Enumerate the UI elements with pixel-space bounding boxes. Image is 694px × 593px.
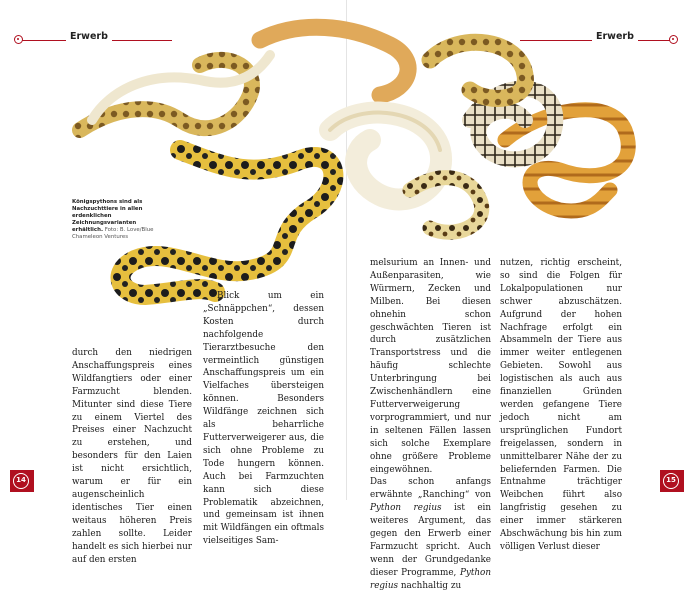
species-name-1: Python regius [370, 503, 442, 514]
caption-text: Königspythons sind als Nachzuchttiere in allen erdenklichen Zeichnungsvarianten erhältlich. [72, 199, 143, 233]
ranching-text-a: Das schon anfangs erwähnte „Ranching“ von [370, 477, 491, 501]
left-column-2 [203, 290, 324, 548]
page-number-left [10, 470, 34, 492]
page-number-right-text: 15 [663, 473, 679, 489]
left-column-2-text: Blick um ein „Schnäppchen“, dessen Kosten durch nachfolgende Tierarztbesuche den vermeintlich günstigen Anschaffungspreis um ein Vielfaches übersteigen können. Besonders Wildfänge zeichnen sich als beharrliche Futterverweigerer aus, die sich ohne Probleme zu Tode hungern können. Auch bei Farmzuchten kann sich diese Problematik abzeichnen, und gemeinsam ist ihnen mit Wildfängen ein oftmals vielseitiges Sam- [203, 291, 324, 547]
right-column-2-text: nutzen, richtig erscheint, so sind die Folgen für Lokalpopulationen nur schwer abzuschätzen. Aufgrund der hohen Nachfrage erfolgt ein Absammeln der Tiere aus immer weiter entlegenen Gebieten. Sowohl aus logistischen als auch aus finanziellen Gründen werden gefangene Tiere jedoch nicht am ursprünglichen Fundort freigelassen, sondern in unmittelbarer Nähe der zu beliefernden Farmen. Die Entnahme trächtiger Weibchen führt also langfristig gesehen zu einer immer stärkeren Abschwächung bis hin zum völligen Verlust dieser [500, 258, 622, 552]
page-number-left-text: 14 [13, 473, 29, 489]
photo-caption [72, 199, 164, 241]
header-ornament-right [669, 35, 678, 44]
ranching-text-b: ist ein weiteres Argument, das gegen den Erwerb einer Farmzucht spricht. Auch wenn der Grundgedanke dieser Programme, [370, 503, 491, 578]
species-name-2: Python regius [370, 567, 491, 591]
right-column-1-paragraph [370, 476, 491, 592]
ranching-text-c: nachhaltig zu [398, 580, 462, 591]
page-number-right [660, 470, 684, 492]
left-column-1 [72, 347, 192, 566]
book-spine [346, 0, 347, 500]
right-column-1-lead: melsurium an Innen- und Außenparasiten, wie Würmern, Zecken und Milben. Bei diesen ohnehin schon geschwächten Tieren ist durch zusätzlichen Transportstress und die häufig schlechte Unterbringung bei Zwischenhändlern eine Futterverweigerung vorprogrammiert, und nur in seltenen Fällen lassen sich solche Exemplare ohne größere Probleme eingewöhnen. [370, 258, 491, 475]
right-column-2 [500, 257, 622, 554]
photo-credit: Foto: B. Love/Blue Chameleon Ventures [72, 227, 154, 240]
left-column-1-text: durch den niedrigen Anschaffungspreis eines Wildfangtiers oder einer Farmzucht blenden. Mitunter sind diese Tiere zu einem Viertel des Preises einer Nachzucht zu erstehen, und besonders für den Laien ist nicht ersichtlich, warum er für ein augenscheinlich identisches Tier einen weitaus höheren Preis zahlen sollte. Leider handelt es sich hierbei nur auf den ersten [72, 348, 192, 565]
right-column-1 [370, 257, 491, 593]
left-running-header: Erwerb [66, 31, 112, 42]
right-running-header: Erwerb [592, 31, 638, 42]
